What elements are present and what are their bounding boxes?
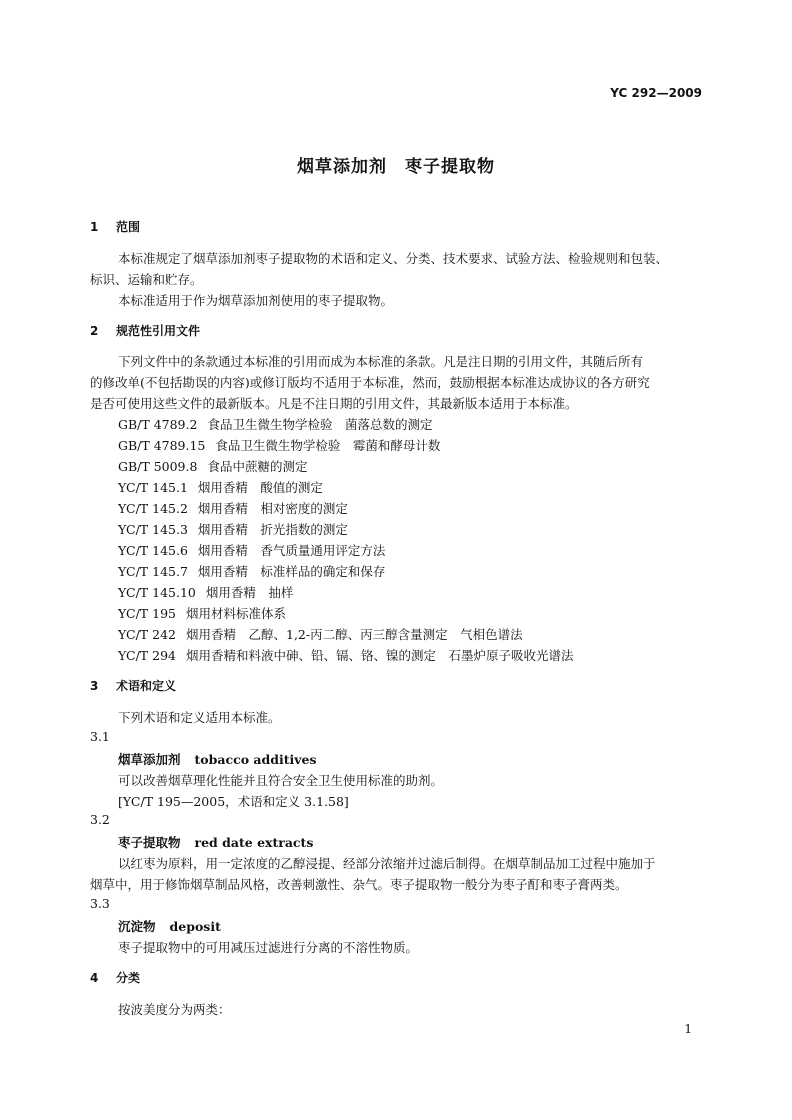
- page-number: 1: [684, 1022, 692, 1036]
- s1-paragraph-line: 标识、运输和贮存。: [90, 272, 203, 287]
- reference-code: YC/T 145.3: [118, 522, 188, 537]
- reference-code: YC/T 242: [118, 627, 176, 642]
- reference-item: [118, 478, 323, 496]
- term-number: 3.3: [90, 896, 110, 911]
- reference-title: 烟用香精 香气质量通用评定方法: [197, 543, 386, 558]
- reference-item: [118, 646, 574, 664]
- section-number: 4: [90, 971, 99, 985]
- term-heading: [118, 833, 313, 851]
- reference-title: 烟用香精 折光指数的测定: [197, 522, 348, 537]
- term-en: tobacco additives: [194, 752, 317, 767]
- term-number: 3.2: [90, 812, 110, 827]
- section-title: 术语和定义: [116, 679, 177, 693]
- s2-paragraph-line: 是否可使用这些文件的最新版本。凡是不注日期的引用文件，其最新版本适用于本标准。: [90, 396, 578, 411]
- section-title: 分类: [116, 971, 141, 985]
- reference-title: 烟用香精 相对密度的测定: [197, 501, 348, 516]
- section-title: 范围: [116, 220, 141, 234]
- term-heading: [118, 750, 316, 768]
- term-definition-line: 烟草中，用于修饰烟草制品风格，改善刺激性、杂气。枣子提取物一般分为枣子酊和枣子膏两类。: [90, 877, 628, 892]
- term-definition: 枣子提取物中的可用减压过滤进行分离的不溶性物质。: [118, 940, 419, 955]
- reference-code: GB/T 5009.8: [118, 459, 198, 474]
- reference-title: 烟用香精 标准样品的确定和保存: [197, 564, 386, 579]
- reference-item: [118, 562, 385, 580]
- section-4-heading: [90, 969, 140, 986]
- reference-item: [118, 499, 348, 517]
- reference-item: [118, 604, 286, 622]
- reference-item: [118, 520, 348, 538]
- section-1-heading: [90, 218, 140, 235]
- reference-title: 食品卫生微生物学检验 菌落总数的测定: [207, 417, 433, 432]
- reference-item: [118, 583, 293, 601]
- reference-title: 烟用香精和料液中砷、铅、镉、铬、镍的测定 石墨炉原子吸收光谱法: [185, 648, 574, 663]
- s2-paragraph-line: 下列文件中的条款通过本标准的引用而成为本标准的条款。凡是注日期的引用文件，其随后所有: [118, 354, 644, 369]
- reference-item: [118, 541, 385, 559]
- term-definition: 可以改善烟草理化性能并且符合安全卫生使用标准的助剂。: [118, 773, 444, 788]
- reference-title: 烟用材料标准体系: [185, 606, 286, 621]
- section-2-heading: [90, 322, 200, 339]
- term-heading: [118, 917, 221, 935]
- section-number: 2: [90, 324, 99, 338]
- term-zh: 烟草添加剂: [118, 752, 181, 767]
- term-definition-line: 以红枣为原料，用一定浓度的乙醇浸提、经部分浓缩并过滤后制得。在烟草制品加工过程中施加于: [118, 856, 656, 871]
- section-3-heading: [90, 677, 176, 694]
- reference-title: 烟用香精 抽样: [205, 585, 294, 600]
- term-en: deposit: [169, 919, 221, 934]
- s4-paragraph: 按波美度分为两类：: [118, 1002, 231, 1017]
- reference-item: [118, 625, 523, 643]
- term-source: [YC/T 195—2005，术语和定义 3.1.58]: [118, 794, 349, 809]
- section-number: 1: [90, 220, 99, 234]
- reference-item: [118, 457, 307, 475]
- reference-item: [118, 436, 440, 454]
- reference-code: GB/T 4789.2: [118, 417, 198, 432]
- reference-code: YC/T 294: [118, 648, 176, 663]
- term-number: 3.1: [90, 729, 110, 744]
- s2-paragraph-line: 的修改单(不包括勘误的内容)或修订版均不适用于本标准，然而，鼓励根据本标准达成协议的各方研究: [90, 375, 650, 390]
- reference-code: YC/T 145.10: [118, 585, 196, 600]
- section-title: 规范性引用文件: [116, 324, 201, 338]
- reference-title: 烟用香精 乙醇、1,2-丙二醇、丙三醇含量测定 气相色谱法: [185, 627, 523, 642]
- s1-paragraph-scope: 本标准适用于作为烟草添加剂使用的枣子提取物。: [118, 293, 394, 308]
- reference-item: [118, 415, 432, 433]
- reference-title: 食品中蔗糖的测定: [207, 459, 308, 474]
- section-number: 3: [90, 679, 99, 693]
- document-title: 烟草添加剂 枣子提取物: [297, 157, 495, 177]
- standard-code: YC 292—2009: [610, 86, 702, 100]
- reference-title: 食品卫生微生物学检验 霉菌和酵母计数: [215, 438, 441, 453]
- reference-code: GB/T 4789.15: [118, 438, 206, 453]
- reference-code: YC/T 145.1: [118, 480, 188, 495]
- reference-title: 烟用香精 酸值的测定: [197, 480, 323, 495]
- term-en: red date extracts: [194, 835, 314, 850]
- reference-code: YC/T 145.2: [118, 501, 188, 516]
- reference-code: YC/T 145.6: [118, 543, 188, 558]
- reference-code: YC/T 145.7: [118, 564, 188, 579]
- term-zh: 枣子提取物: [118, 835, 181, 850]
- s3-intro: 下列术语和定义适用本标准。: [118, 710, 281, 725]
- reference-code: YC/T 195: [118, 606, 176, 621]
- term-zh: 沉淀物: [118, 919, 156, 934]
- s1-paragraph-line: 本标准规定了烟草添加剂枣子提取物的术语和定义、分类、技术要求、试验方法、检验规则和包装、: [118, 251, 669, 266]
